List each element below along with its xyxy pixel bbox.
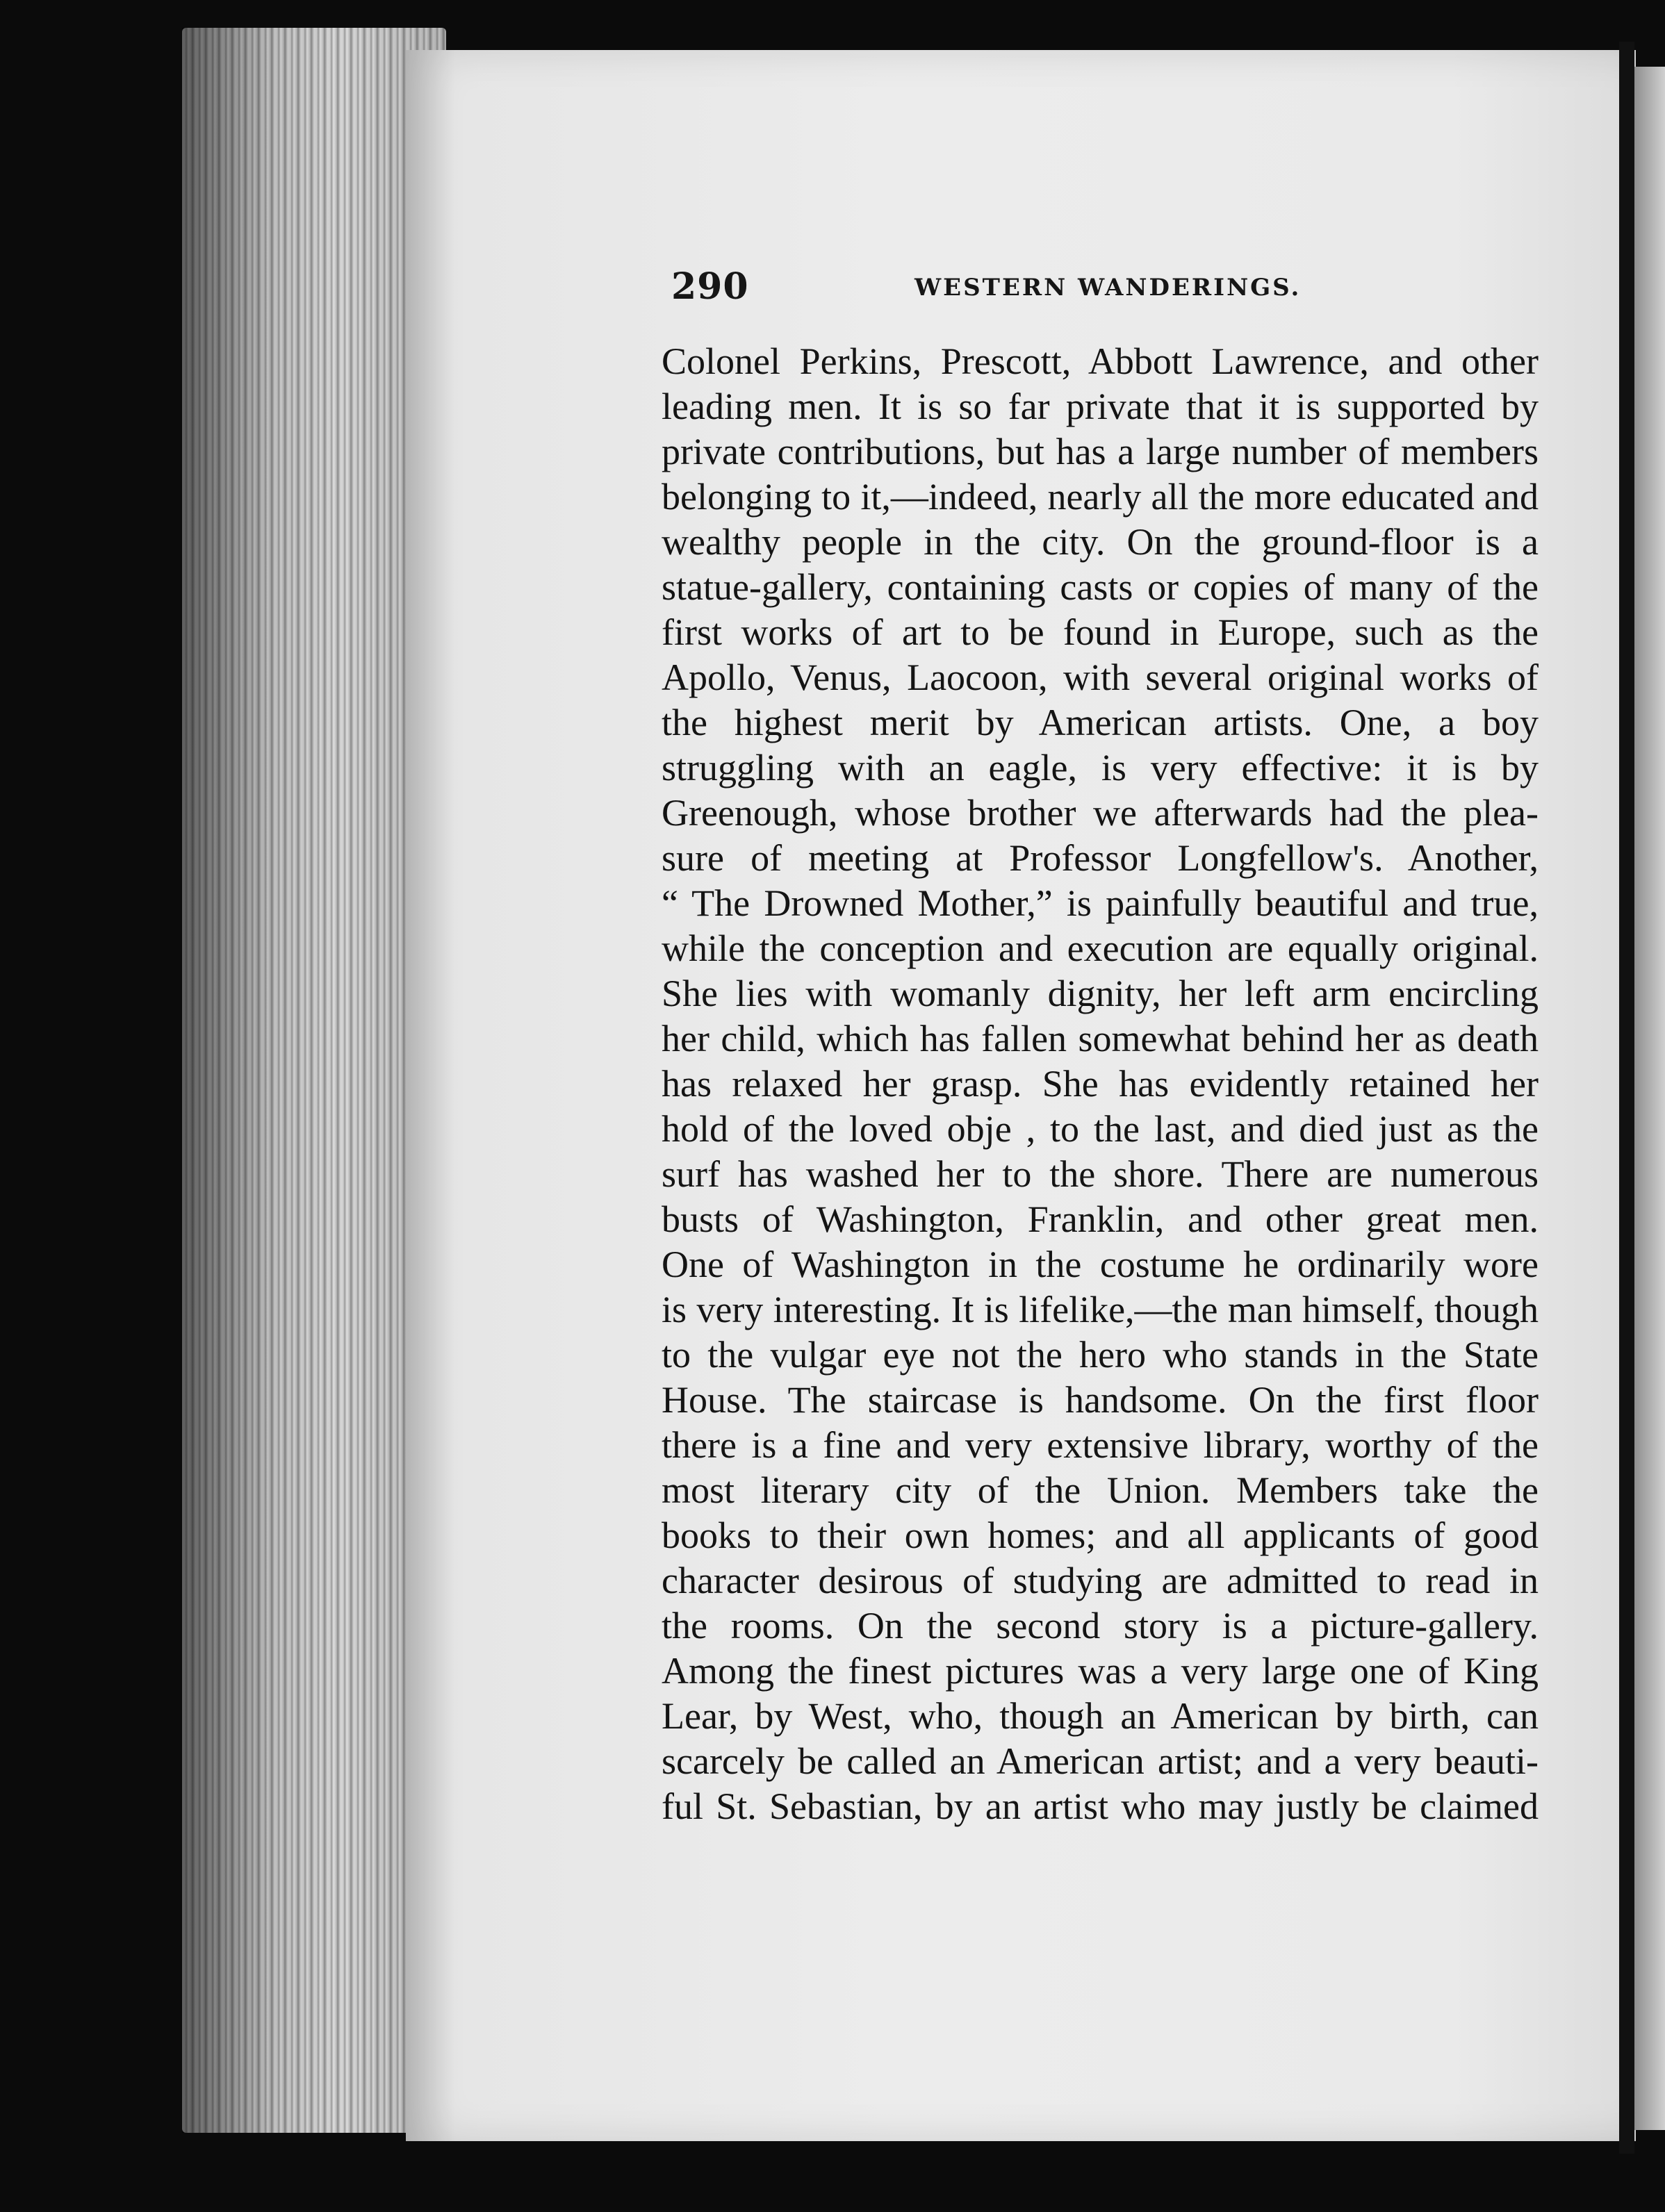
text-line: there is a fine and very extensive library, worthy of the — [662, 1424, 1539, 1466]
text-line: She lies with womanly dignity, her left arm encircling — [662, 973, 1539, 1014]
text-line: Among the finest pictures was a very large one of King — [662, 1650, 1539, 1692]
page-number: 290 — [671, 265, 749, 308]
text-line: Apollo, Venus, Laocoon, with several original works of — [662, 657, 1539, 698]
text-line: hold of the loved obje , to the last, and died just as the — [662, 1108, 1539, 1150]
text-line: statue-gallery, containing casts or copies of many of the — [662, 566, 1539, 608]
adjacent-page-edge — [1634, 67, 1665, 2130]
text-line: surf has washed her to the shore. There are numerous — [662, 1153, 1539, 1195]
text-line: the highest merit by American artists. One, a boy — [662, 702, 1539, 743]
page-gutter — [1619, 42, 1634, 2154]
text-line: scarcely be called an American artist; and a very beauti- — [662, 1740, 1539, 1782]
text-line: has relaxed her grasp. She has evidently retained her — [662, 1063, 1539, 1105]
text-line: while the conception and execution are equally original. — [662, 927, 1539, 969]
text-line: leading men. It is so far private that it is supported by — [662, 386, 1539, 427]
text-line: ful St. Sebastian, by an artist who may justly be claimed — [662, 1785, 1539, 1827]
text-line: the rooms. On the second story is a picture-gallery. — [662, 1605, 1539, 1646]
text-line: belonging to it,—indeed, nearly all the more educated and — [662, 476, 1539, 518]
text-line: Greenough, whose brother we afterwards had the plea- — [662, 792, 1539, 834]
text-line: character desirous of studying are admitted to read in — [662, 1560, 1539, 1601]
text-line: Lear, by West, who, though an American by birth, can — [662, 1695, 1539, 1737]
text-line: busts of Washington, Franklin, and other great men. — [662, 1198, 1539, 1240]
text-line: House. The staircase is handsome. On the first floor — [662, 1379, 1539, 1421]
body-text — [662, 339, 1539, 1829]
text-line: first works of art to be found in Europe, such as the — [662, 611, 1539, 653]
text-line: private contributions, but has a large number of members — [662, 431, 1539, 472]
text-line: sure of meeting at Professor Longfellow's. Another, — [662, 837, 1539, 879]
text-line: is very interesting. It is lifelike,—the man himself, though — [662, 1289, 1539, 1330]
text-line: Colonel Perkins, Prescott, Abbott Lawrence, and other — [662, 340, 1539, 382]
text-line: most literary city of the Union. Members take the — [662, 1469, 1539, 1511]
page-header — [671, 265, 1505, 314]
text-line: “ The Drowned Mother,” is painfully beautiful and true, — [662, 882, 1539, 924]
text-line: to the vulgar eye not the hero who stands in the State — [662, 1334, 1539, 1376]
text-line: wealthy people in the city. On the ground-floor is a — [662, 521, 1539, 563]
text-line: One of Washington in the costume he ordinarily wore — [662, 1244, 1539, 1285]
text-line: her child, which has fallen somewhat behind her as death — [662, 1018, 1539, 1059]
text-line: struggling with an eagle, is very effective: it is by — [662, 747, 1539, 789]
running-head: WESTERN WANDERINGS. — [914, 274, 1302, 302]
text-line: books to their own homes; and all applicants of good — [662, 1514, 1539, 1556]
